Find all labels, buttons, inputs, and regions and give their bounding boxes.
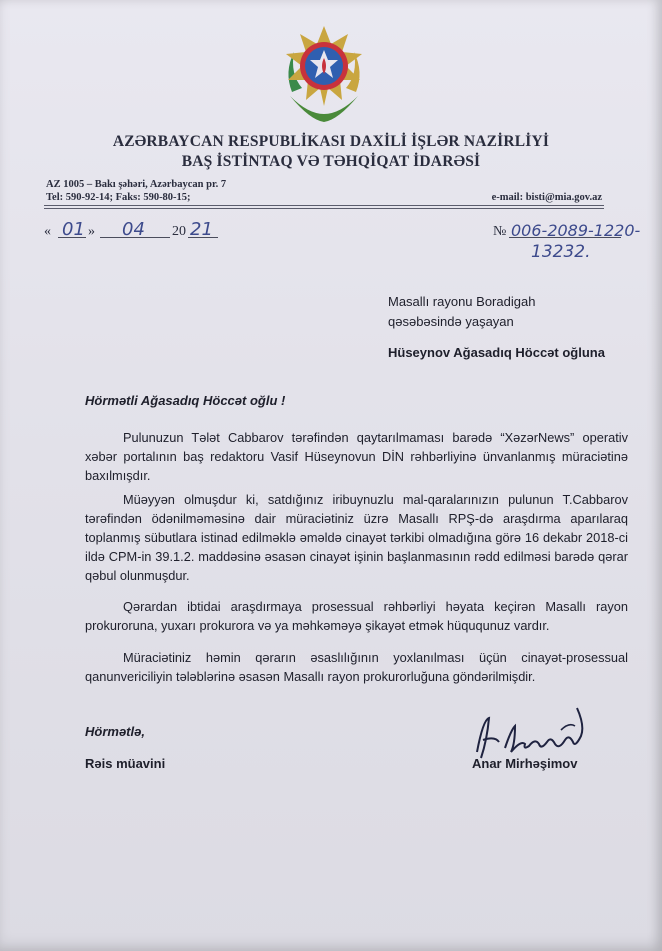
department-title: BAŞ İSTİNTAQ VƏ TƏHQİQAT İDARƏSİ [181, 153, 481, 170]
header-divider-bottom [44, 208, 604, 209]
number-underline [509, 237, 621, 238]
addressee-line-1: Masallı rayonu Boradigah [388, 294, 536, 309]
date-year-underline [188, 237, 218, 238]
date-month: 04 [122, 219, 145, 240]
header-divider-top [44, 205, 604, 206]
date-open-quote: « [44, 224, 51, 239]
postal-address: AZ 1005 – Bakı şəhəri, Azərbaycan pr. 7 [46, 179, 227, 190]
body-paragraph-2: Müəyyən olmuşdur ki, satdığınız iribuynuzlu mal-qaralarınızın pulunun T.Cabbarov tərəfindən ödənilməməsinə dair müraciətiniz üzrə Masallı RPŞ-də araşdırma aparılaraq toplanmış sübutlara istinad edilməklə əməldə cinayət tərkibi olmadığına görə 16 dekabr 2018-ci ildə CPM-in 39.1.2. maddəsinə əsasən cinayət işinin başlanmasının rədd edilməsi barədə qərar qəbul olunmuşdur. [85, 492, 628, 583]
state-emblem-icon [280, 22, 368, 126]
number-value-line2: 13232. [531, 242, 591, 262]
body-paragraph-4: Müraciətiniz həmin qərarın əsaslılığının yoxlanılması üçün cinayət-prosessual qanunvericiliyin tələblərinə əsasən Masallı rayon prokurorluğuna göndərilmişdir. [85, 650, 628, 684]
document-date [44, 216, 264, 240]
date-year-suffix: 21 [190, 219, 213, 240]
number-label: № [493, 224, 507, 239]
addressee-name: Hüseynov Ağasadıq Höccət oğluna [388, 345, 605, 360]
date-close-quote: » [88, 224, 95, 239]
date-day: 01 [62, 219, 85, 240]
phone-fax: Tel: 590-92-14; Faks: 590-80-15; [46, 192, 191, 203]
salutation: Hörmətli Ağasadıq Höccət oğlu ! [85, 393, 286, 408]
signer-position: Rəis müavini [85, 756, 166, 771]
signer-name: Anar Mirhəşimov [472, 756, 578, 771]
date-day-underline [58, 237, 86, 238]
document-number [493, 216, 641, 240]
body-paragraph-3: Qərardan ibtidai araşdırmaya prosessual rəhbərliyi həyata keçirən Masallı rayon prokuroruna, yuxarı prokurora və ya məhkəməyə şikayət etmək hüququnuz vardır. [85, 599, 628, 633]
ministry-title: AZƏRBAYCAN RESPUBLİKASI DAXİLİ İŞLƏR NAZİRLİYİ [112, 133, 550, 150]
number-value-line1: 006-2089-1220- [511, 221, 641, 240]
date-month-underline [100, 237, 170, 238]
email-address: e-mail: bisti@mia.gov.az [491, 192, 602, 203]
closing-regards: Hörmətlə, [85, 724, 145, 739]
addressee-line-2: qəsəbəsində yaşayan [388, 314, 514, 329]
date-year-prefix: 20 [172, 224, 186, 239]
body-paragraph-1: Pulunuzun Tələt Cabbarov tərəfindən qaytarılmaması barədə “XəzərNews” operativ xəbər portalının baş redaktoru Vasif Hüseynovun DİN rəhbərliyinə ünvanlanmış müraciətinə baxılmışdır. [85, 430, 628, 483]
